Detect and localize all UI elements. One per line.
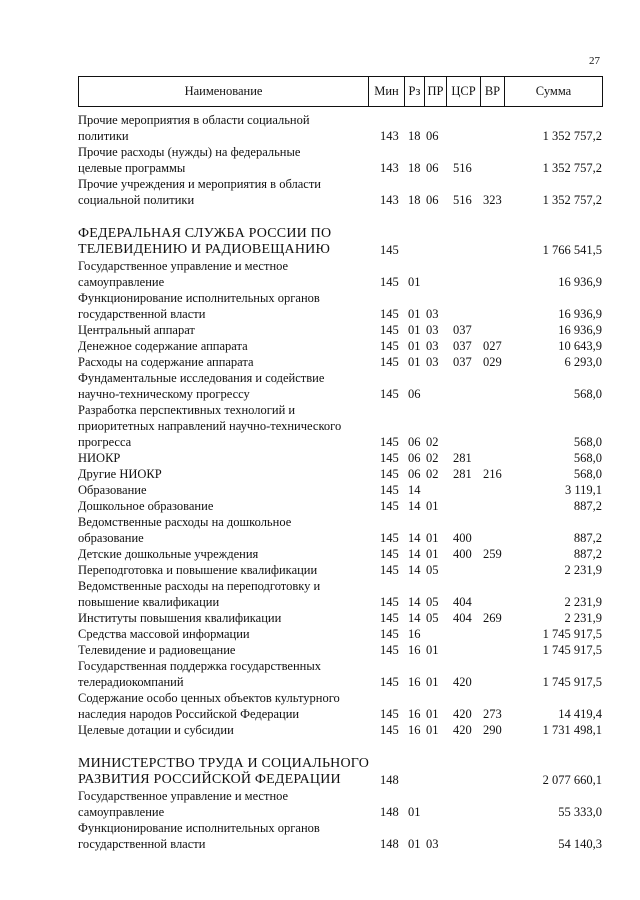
row-codes (78, 242, 602, 258)
cell-pr: 06 (426, 129, 439, 143)
row-name-line: Денежное содержание аппарата (78, 339, 248, 353)
cell-sum: 16 936,9 (558, 275, 602, 289)
cell-pr: 03 (426, 837, 439, 851)
section-header-row (78, 756, 602, 788)
column-header-pr: ПР (425, 77, 447, 107)
cell-rz: 01 (408, 307, 421, 321)
cell-csr: 404 (453, 611, 472, 625)
cell-vr: 029 (483, 355, 502, 369)
cell-rz: 14 (408, 547, 421, 561)
cell-vr: 290 (483, 723, 502, 737)
table-row (78, 820, 602, 852)
row-name-line: Целевые дотации и субсидии (78, 723, 234, 737)
row-name-line: Дошкольное образование (78, 499, 214, 513)
cell-rz: 18 (408, 193, 421, 207)
row-name-line: приоритетных направлений научно-технического (78, 419, 342, 433)
cell-min: 145 (380, 467, 399, 481)
row-name-line: научно-техническому прогрессу (78, 387, 250, 401)
cell-vr: 273 (483, 707, 502, 721)
cell-rz: 01 (408, 339, 421, 353)
row-name-line: Прочие мероприятия в области социальной (78, 113, 310, 127)
cell-min: 145 (380, 435, 399, 449)
cell-min: 143 (380, 193, 399, 207)
cell-rz: 01 (408, 837, 421, 851)
row-name-line: Образование (78, 483, 147, 497)
row-name-line: Институты повышения квалификации (78, 611, 282, 625)
cell-rz: 14 (408, 611, 421, 625)
row-codes (78, 354, 602, 370)
cell-rz: 18 (408, 129, 421, 143)
cell-sum: 2 231,9 (564, 595, 602, 609)
table-row (78, 482, 602, 498)
row-name-line: прогресса (78, 435, 132, 449)
row-name-line: телерадиокомпаний (78, 675, 184, 689)
cell-min: 145 (380, 355, 399, 369)
cell-csr: 516 (453, 193, 472, 207)
cell-min: 145 (380, 595, 399, 609)
row-codes (78, 530, 602, 546)
row-codes (78, 562, 602, 578)
cell-rz: 01 (408, 323, 421, 337)
cell-rz: 14 (408, 531, 421, 545)
cell-csr: 400 (453, 547, 472, 561)
row-codes (78, 772, 602, 788)
cell-pr: 02 (426, 451, 439, 465)
cell-min: 145 (380, 563, 399, 577)
row-name-line: Государственная поддержка государственных (78, 659, 321, 673)
cell-rz: 16 (408, 643, 421, 657)
cell-sum: 2 231,9 (564, 611, 602, 625)
cell-min: 148 (380, 837, 399, 851)
cell-sum: 568,0 (573, 387, 602, 401)
cell-csr: 281 (453, 451, 472, 465)
cell-min: 145 (380, 307, 399, 321)
cell-sum: 1 352 757,2 (542, 129, 602, 143)
row-codes (78, 306, 602, 322)
cell-pr: 01 (426, 675, 439, 689)
cell-vr: 259 (483, 547, 502, 561)
cell-min: 145 (380, 323, 399, 337)
cell-sum: 568,0 (573, 467, 602, 481)
section-spacer (78, 738, 602, 756)
row-name-line: образование (78, 531, 144, 545)
table-row (78, 338, 602, 354)
cell-sum: 1 352 757,2 (542, 161, 602, 175)
table-row (78, 144, 602, 176)
row-codes (78, 338, 602, 354)
cell-min: 145 (380, 611, 399, 625)
row-codes (78, 482, 602, 498)
cell-pr: 01 (426, 499, 439, 513)
cell-sum: 16 936,9 (558, 307, 602, 321)
column-header-min: Мин (369, 77, 405, 107)
cell-min: 145 (380, 387, 399, 401)
cell-sum: 2 231,9 (564, 563, 602, 577)
table-row (78, 514, 602, 546)
cell-pr: 01 (426, 707, 439, 721)
cell-pr: 01 (426, 531, 439, 545)
cell-min: 145 (380, 483, 399, 497)
row-name-line: Детские дошкольные учреждения (78, 547, 259, 561)
row-name-line: Содержание особо ценных объектов культурного (78, 691, 340, 705)
row-name-line: целевые программы (78, 161, 186, 175)
cell-sum: 1 745 917,5 (542, 675, 602, 689)
cell-pr: 05 (426, 611, 439, 625)
table-row (78, 546, 602, 562)
table-row (78, 112, 602, 144)
table-row (78, 322, 602, 338)
table-row (78, 402, 602, 450)
row-codes (78, 450, 602, 466)
table-row (78, 176, 602, 208)
row-name-line: политики (78, 129, 129, 143)
table-row (78, 258, 602, 290)
cell-sum: 1 352 757,2 (542, 193, 602, 207)
cell-pr: 05 (426, 563, 439, 577)
column-header-sum: Сумма (505, 77, 603, 107)
cell-sum: 568,0 (573, 435, 602, 449)
cell-rz: 06 (408, 387, 421, 401)
cell-pr: 06 (426, 193, 439, 207)
table-row (78, 578, 602, 610)
section-header-row (78, 226, 602, 258)
row-name-line: Государственное управление и местное (78, 259, 289, 273)
row-codes (78, 192, 602, 208)
cell-sum: 16 936,9 (558, 323, 602, 337)
cell-sum: 568,0 (573, 451, 602, 465)
cell-csr: 420 (453, 707, 472, 721)
cell-csr: 281 (453, 467, 472, 481)
table-row (78, 498, 602, 514)
cell-min: 145 (380, 723, 399, 737)
cell-rz: 16 (408, 627, 421, 641)
cell-pr: 05 (426, 595, 439, 609)
cell-pr: 03 (426, 355, 439, 369)
row-name-line: Расходы на содержание аппарата (78, 355, 254, 369)
row-codes (78, 498, 602, 514)
page-number: 27 (589, 55, 600, 67)
cell-rz: 01 (408, 355, 421, 369)
row-codes (78, 274, 602, 290)
row-name-line: Разработка перспективных технологий и (78, 403, 296, 417)
cell-min: 143 (380, 161, 399, 175)
row-name-line: самоуправление (78, 275, 165, 289)
cell-min: 145 (380, 675, 399, 689)
table-row (78, 290, 602, 322)
cell-pr: 03 (426, 323, 439, 337)
column-header-rz: Рз (405, 77, 425, 107)
cell-min: 145 (380, 243, 399, 257)
cell-min: 145 (380, 547, 399, 561)
cell-pr: 06 (426, 161, 439, 175)
row-codes (78, 610, 602, 626)
cell-pr: 03 (426, 339, 439, 353)
table-row (78, 450, 602, 466)
table-row (78, 562, 602, 578)
row-name-line: МИНИСТЕРСТВО ТРУДА И СОЦИАЛЬНОГО (78, 756, 370, 771)
row-codes (78, 836, 602, 852)
table-row (78, 642, 602, 658)
row-name-line: Функционирование исполнительных органов (78, 821, 320, 835)
row-name-line: РАЗВИТИЯ РОССИЙСКОЙ ФЕДЕРАЦИИ (78, 772, 341, 787)
cell-rz: 01 (408, 805, 421, 819)
cell-min: 145 (380, 499, 399, 513)
cell-vr: 269 (483, 611, 502, 625)
row-name-line: Ведомственные расходы на переподготовку и (78, 579, 321, 593)
row-codes (78, 546, 602, 562)
cell-sum: 2 077 660,1 (542, 773, 602, 787)
cell-pr: 01 (426, 723, 439, 737)
cell-pr: 02 (426, 467, 439, 481)
budget-rows (78, 112, 602, 852)
row-codes (78, 466, 602, 482)
row-name-line: Центральный аппарат (78, 323, 195, 337)
cell-min: 148 (380, 773, 399, 787)
cell-min: 145 (380, 643, 399, 657)
table-row (78, 788, 602, 820)
cell-pr: 01 (426, 643, 439, 657)
row-name-line: Переподготовка и повышение квалификации (78, 563, 318, 577)
row-name-line: социальной политики (78, 193, 195, 207)
table-row (78, 466, 602, 482)
cell-min: 145 (380, 531, 399, 545)
cell-vr: 323 (483, 193, 502, 207)
cell-pr: 03 (426, 307, 439, 321)
cell-min: 145 (380, 707, 399, 721)
row-name-line: Телевидение и радиовещание (78, 643, 236, 657)
row-name-line: Прочие расходы (нужды) на федеральные (78, 145, 301, 159)
cell-rz: 16 (408, 675, 421, 689)
row-name-line: НИОКР (78, 451, 121, 465)
row-codes (78, 804, 602, 820)
cell-sum: 1 766 541,5 (542, 243, 602, 257)
cell-sum: 54 140,3 (558, 837, 602, 851)
row-name-line: Средства массовой информации (78, 627, 250, 641)
cell-csr: 037 (453, 323, 472, 337)
row-name-line: самоуправление (78, 805, 165, 819)
cell-pr: 02 (426, 435, 439, 449)
cell-min: 143 (380, 129, 399, 143)
cell-csr: 516 (453, 161, 472, 175)
cell-min: 148 (380, 805, 399, 819)
row-name-line: ФЕДЕРАЛЬНАЯ СЛУЖБА РОССИИ ПО (78, 226, 332, 241)
row-name-line: Фундаментальные исследования и содействие (78, 371, 325, 385)
row-name-line: государственной власти (78, 837, 206, 851)
row-name-line: ТЕЛЕВИДЕНИЮ И РАДИОВЕЩАНИЮ (78, 242, 331, 257)
row-name-line: Прочие учреждения и мероприятия в области (78, 177, 321, 191)
table-header (78, 76, 603, 107)
table-row (78, 370, 602, 402)
cell-rz: 14 (408, 483, 421, 497)
table-row (78, 690, 602, 722)
cell-sum: 1 745 917,5 (542, 627, 602, 641)
row-codes (78, 722, 602, 738)
cell-csr: 420 (453, 723, 472, 737)
cell-rz: 01 (408, 275, 421, 289)
cell-csr: 037 (453, 339, 472, 353)
row-name-line: Функционирование исполнительных органов (78, 291, 320, 305)
row-codes (78, 160, 602, 176)
row-codes (78, 128, 602, 144)
row-codes (78, 674, 602, 690)
cell-min: 145 (380, 339, 399, 353)
cell-rz: 06 (408, 451, 421, 465)
cell-rz: 14 (408, 563, 421, 577)
cell-csr: 400 (453, 531, 472, 545)
row-codes (78, 642, 602, 658)
cell-csr: 420 (453, 675, 472, 689)
cell-rz: 16 (408, 707, 421, 721)
row-name-line: Другие НИОКР (78, 467, 162, 481)
column-header-name: Наименование (79, 77, 369, 107)
cell-rz: 18 (408, 161, 421, 175)
cell-rz: 14 (408, 499, 421, 513)
table-row (78, 610, 602, 626)
cell-sum: 55 333,0 (558, 805, 602, 819)
column-header-vr: ВР (481, 77, 505, 107)
cell-rz: 06 (408, 435, 421, 449)
row-codes (78, 322, 602, 338)
table-row (78, 626, 602, 642)
column-header-csr: ЦСР (447, 77, 481, 107)
cell-csr: 037 (453, 355, 472, 369)
cell-sum: 10 643,9 (558, 339, 602, 353)
row-name-line: наследия народов Российской Федерации (78, 707, 300, 721)
cell-pr: 01 (426, 547, 439, 561)
cell-sum: 14 419,4 (558, 707, 602, 721)
section-spacer (78, 208, 602, 226)
row-name-line: государственной власти (78, 307, 206, 321)
cell-vr: 027 (483, 339, 502, 353)
row-name-line: повышение квалификации (78, 595, 220, 609)
cell-vr: 216 (483, 467, 502, 481)
cell-sum: 887,2 (573, 531, 602, 545)
row-codes (78, 706, 602, 722)
cell-sum: 1 731 498,1 (542, 723, 602, 737)
cell-min: 145 (380, 627, 399, 641)
cell-sum: 887,2 (573, 499, 602, 513)
table-row (78, 658, 602, 690)
row-name-line: Государственное управление и местное (78, 789, 289, 803)
table-row (78, 722, 602, 738)
row-codes (78, 386, 602, 402)
cell-sum: 6 293,0 (564, 355, 602, 369)
row-name-line: Ведомственные расходы на дошкольное (78, 515, 292, 529)
cell-rz: 06 (408, 467, 421, 481)
table-row (78, 354, 602, 370)
cell-min: 145 (380, 275, 399, 289)
cell-min: 145 (380, 451, 399, 465)
row-codes (78, 626, 602, 642)
cell-sum: 3 119,1 (564, 483, 602, 497)
cell-csr: 404 (453, 595, 472, 609)
cell-rz: 14 (408, 595, 421, 609)
cell-sum: 887,2 (573, 547, 602, 561)
row-codes (78, 594, 602, 610)
row-codes (78, 434, 602, 450)
cell-rz: 16 (408, 723, 421, 737)
cell-sum: 1 745 917,5 (542, 643, 602, 657)
